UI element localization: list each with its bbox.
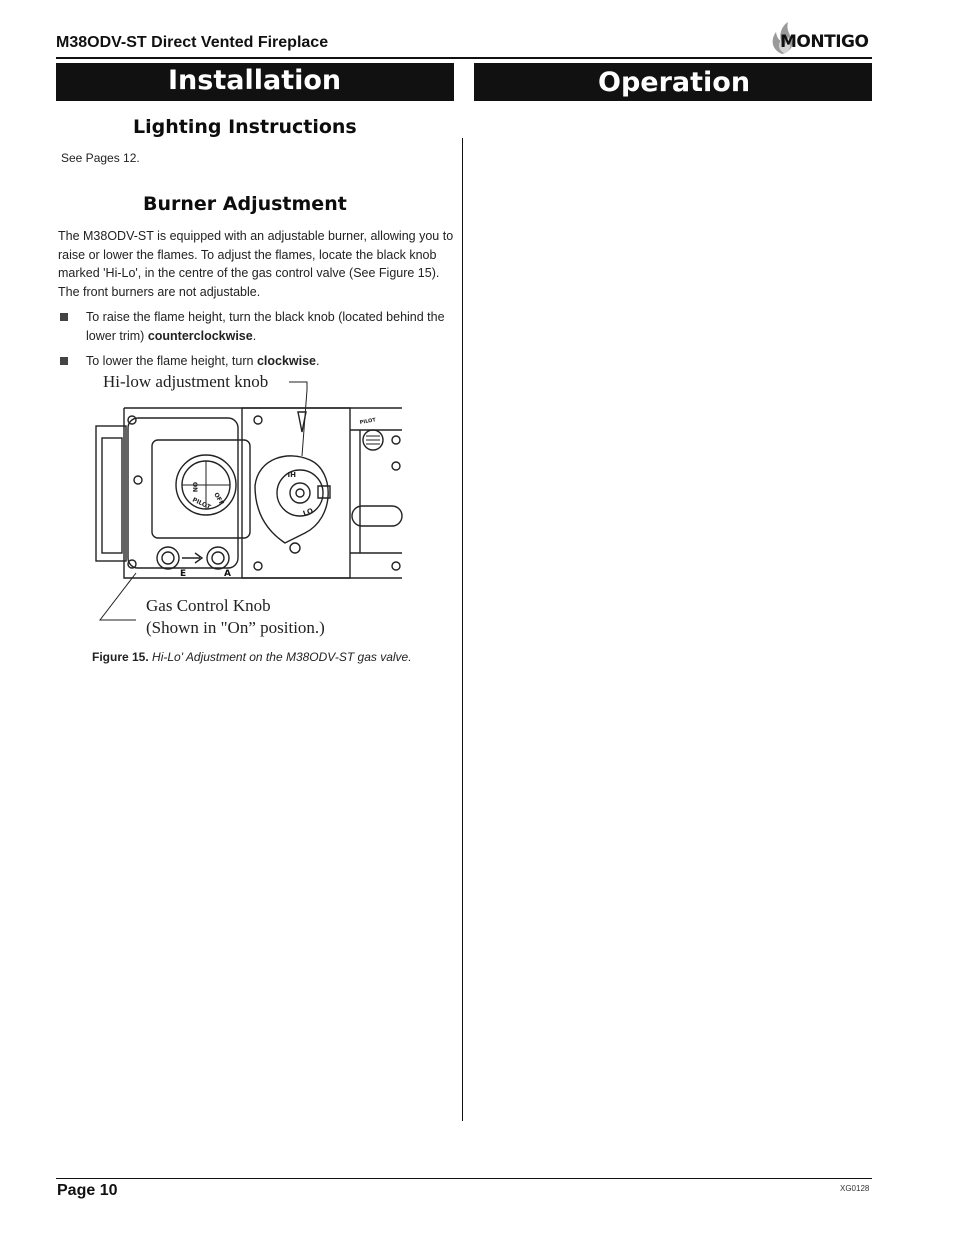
document-code: XG0128	[840, 1184, 870, 1193]
caption-text: Hi-Lo' Adjustment on the M38ODV-ST gas valve.	[152, 650, 412, 664]
bullet-text: To raise the flame height, turn the black knob (located behind the lower trim)	[86, 310, 445, 343]
figure-caption	[92, 650, 412, 664]
gas-knob-callout-label-line1: Gas Control Knob	[146, 596, 271, 615]
gas-knob-callout-leader	[100, 573, 136, 620]
bullet-text: To lower the flame height, turn	[86, 354, 257, 368]
hilo-knob-label-lo: LO	[301, 506, 315, 518]
header-rule	[56, 57, 872, 59]
lighting-instructions-heading: Lighting Instructions	[133, 116, 357, 138]
pilot-knob-label-off: OFF	[212, 491, 225, 507]
lighting-instructions-text: See Pages 12.	[61, 151, 140, 165]
port-label-e: E	[180, 569, 187, 579]
port-label-a: A	[224, 569, 231, 579]
caption-label: Figure 15.	[92, 650, 149, 664]
bullet-emphasis: clockwise	[256, 354, 317, 368]
corner-pilot-label: PILOT	[359, 417, 377, 426]
gas-valve-figure	[90, 368, 410, 643]
document-title: M38ODV-ST Direct Vented Fireplace	[56, 34, 329, 51]
gas-knob-callout-label-line2: (Shown in "On” position.)	[146, 618, 325, 637]
burner-adjustment-heading: Burner Adjustment	[143, 193, 347, 215]
bullet-square-icon	[60, 357, 68, 365]
logo-wordmark: MONTIGO	[780, 32, 869, 52]
hilo-callout-label: Hi-low adjustment knob	[103, 372, 269, 391]
footer-rule	[56, 1178, 872, 1179]
bullet-emphasis: counterclockwise	[147, 329, 253, 343]
bullet-square-icon	[60, 313, 68, 321]
page-number: Page 10	[57, 1182, 118, 1199]
installation-banner: Installation	[56, 63, 454, 101]
operation-banner: Operation	[474, 63, 872, 101]
burner-adjustment-paragraph: The M38ODV-ST is equipped with an adjustable burner, allowing you to raise or lower the flames. To adjust the flames, locate the black knob marked 'Hi-Lo', in the centre of the gas control valve (See Figure 15). The front burners are not adjustable.	[58, 229, 454, 299]
pilot-knob-label-on: ON	[191, 482, 198, 493]
pilot-knob-label-pilot: PILOT	[191, 496, 212, 512]
hilo-knob-label-hi: HI	[287, 470, 296, 478]
montigo-logo	[768, 20, 874, 56]
column-divider	[462, 138, 463, 1121]
